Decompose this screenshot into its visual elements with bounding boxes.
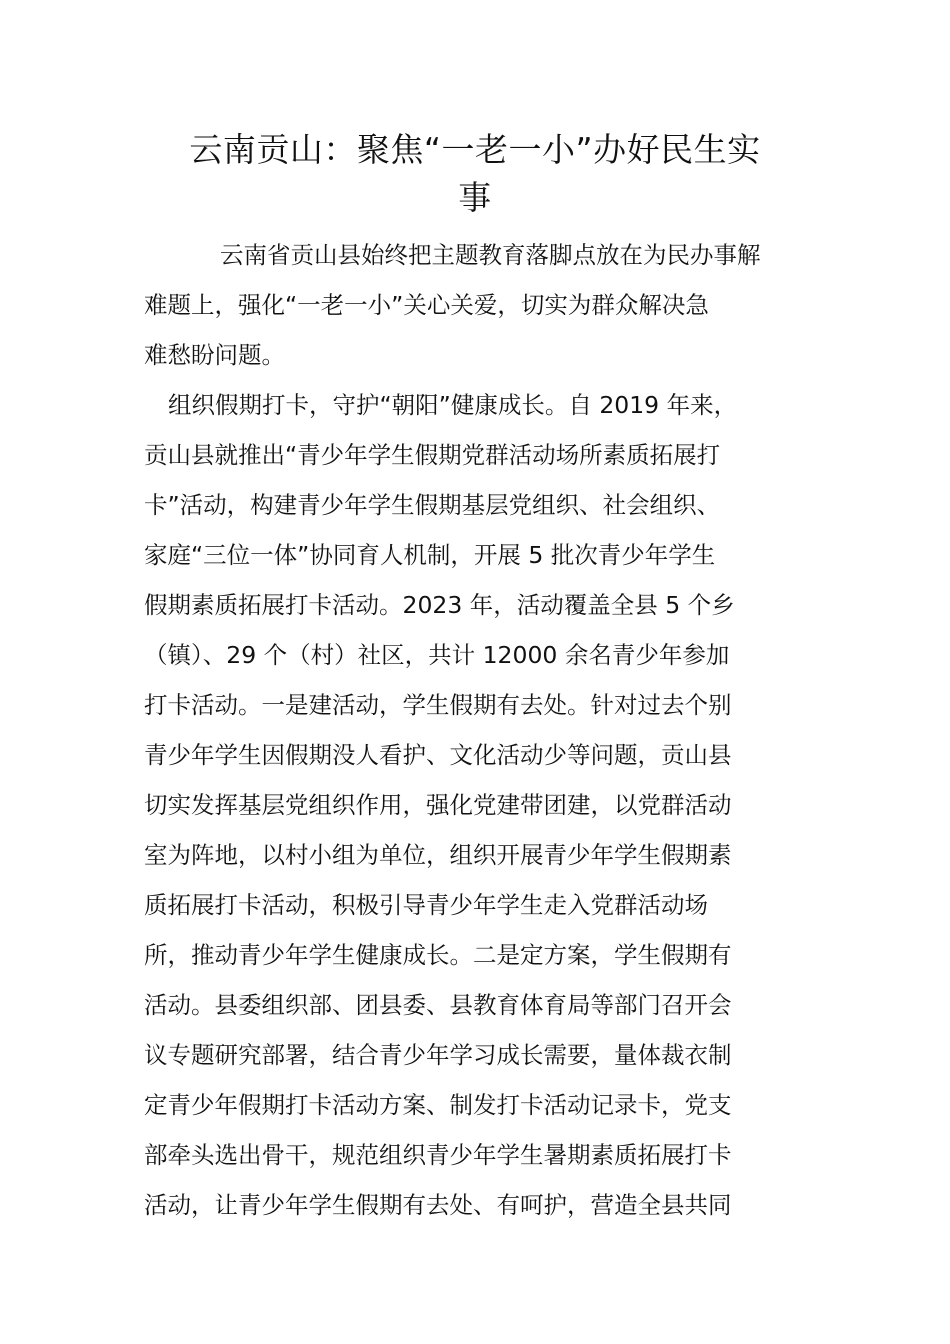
text-line: 家庭“三位一体”协同育人机制，开展 5 批次青少年学生 <box>144 541 716 569</box>
text-line: 质拓展打卡活动，积极引导青少年学生走入党群活动场 <box>144 891 708 919</box>
text-line: 活动。县委组织部、团县委、县教育体育局等部门召开会 <box>144 991 732 1019</box>
text-line: （镇）、29 个（村）社区，共计 12000 余名青少年参加 <box>144 641 730 669</box>
text-line: 难题上，强化“一老一小”关心关爱，切实为群众解决急 <box>144 291 709 319</box>
intro-paragraph <box>144 230 814 380</box>
text-line: 活动，让青少年学生假期有去处、有呵护，营造全县共同 <box>144 1191 732 1219</box>
text-line: 难愁盼问题。 <box>144 341 285 369</box>
text-line: 组织假期打卡，守护“朝阳”健康成长。自 2019 年来， <box>168 391 738 419</box>
text-line: 部牵头选出骨干，规范组织青少年学生暑期素质拓展打卡 <box>144 1141 732 1169</box>
document-title <box>144 126 806 222</box>
text-line: 所，推动青少年学生健康成长。二是定方案，学生假期有 <box>144 941 732 969</box>
text-line: 定青少年假期打卡活动方案、制发打卡活动记录卡，党支 <box>144 1091 732 1119</box>
text-line: 青少年学生因假期没人看护、文化活动少等问题，贡山县 <box>144 741 732 769</box>
text-line: 切实发挥基层党组织作用，强化党建带团建，以党群活动 <box>144 791 732 819</box>
document-body <box>144 230 814 1230</box>
text-line: 假期素质拓展打卡活动。2023 年，活动覆盖全县 5 个乡 <box>144 591 735 619</box>
text-line: 打卡活动。一是建活动，学生假期有去处。针对过去个别 <box>144 691 732 719</box>
text-line: 议专题研究部署，结合青少年学习成长需要，量体裁衣制 <box>144 1041 732 1069</box>
section-paragraph <box>144 380 814 1230</box>
text-line: 云南省贡山县始终把主题教育落脚点放在为民办事解 <box>220 241 761 269</box>
title-line: 事 <box>458 178 492 217</box>
text-line: 贡山县就推出“青少年学生假期党群活动场所素质拓展打 <box>144 441 721 469</box>
text-line: 室为阵地，以村小组为单位，组织开展青少年学生假期素 <box>144 841 732 869</box>
text-line: 卡”活动，构建青少年学生假期基层党组织、社会组织、 <box>144 491 721 519</box>
title-line: 云南贡山：聚焦“一老一小”办好民生实 <box>189 130 761 169</box>
